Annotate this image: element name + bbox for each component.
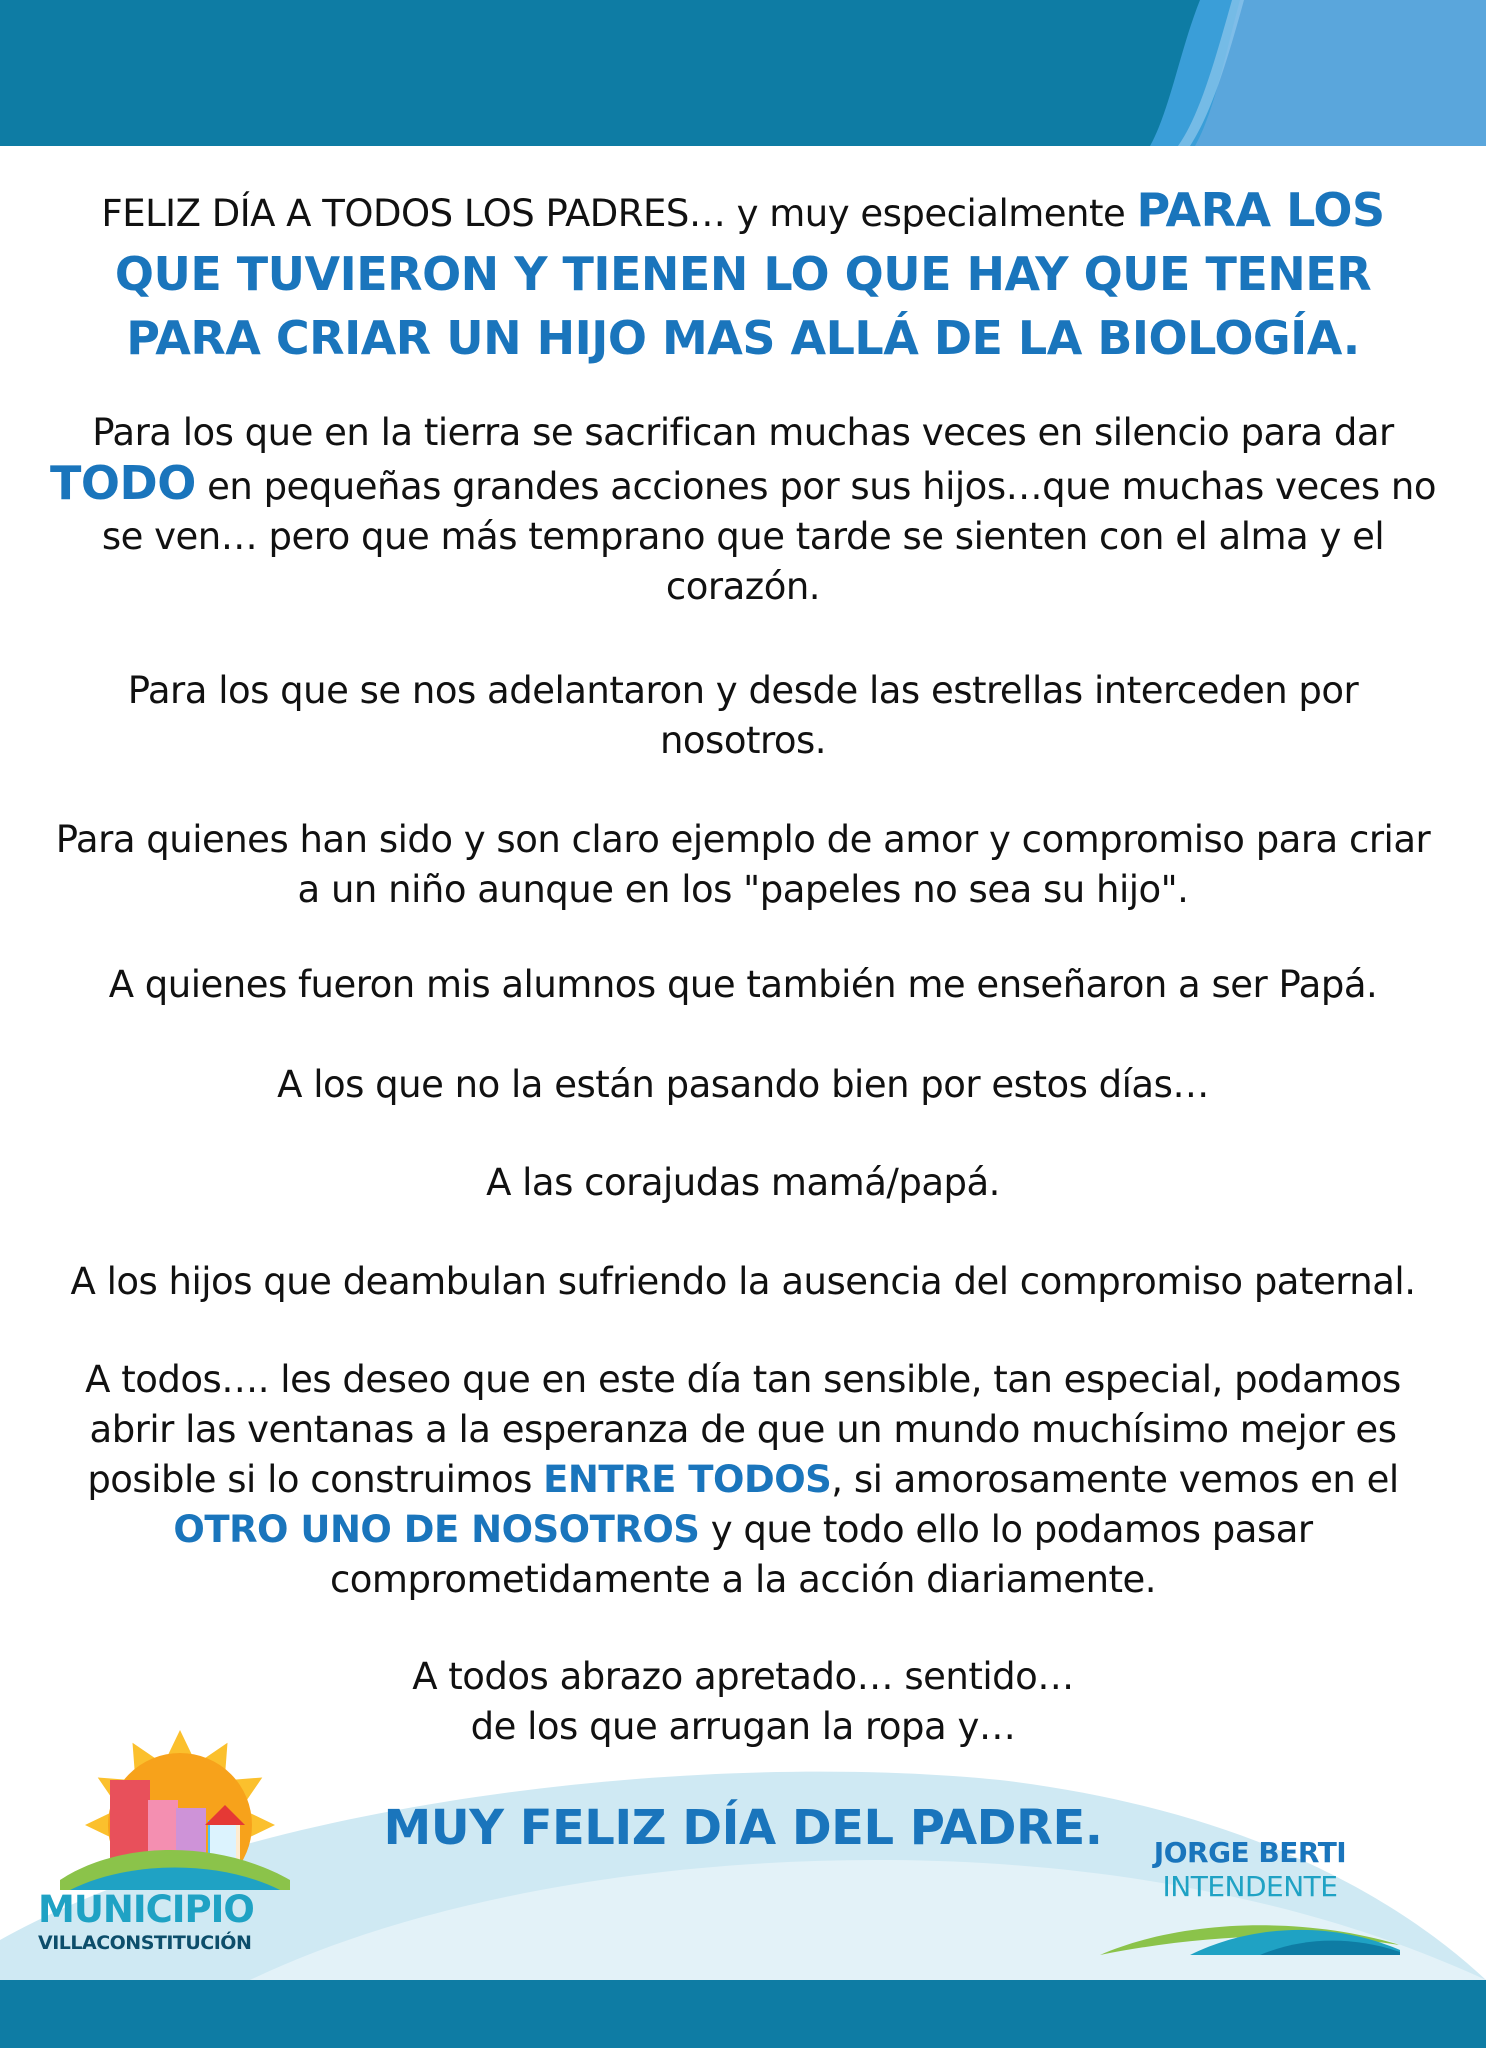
paragraph-stars: Para los que se nos adelantaron y desde las estrellas interceden por nosotros.: [127, 669, 1359, 762]
signature-role: INTENDENTE: [1162, 1870, 1338, 1903]
paragraph-hug-line1: A todos abrazo apretado… sentido…: [412, 1655, 1074, 1698]
top-banner-swoosh: [0, 0, 1486, 146]
top-banner: [0, 0, 1486, 146]
headline: [50, 180, 1436, 372]
headline-highlight: PARA LOS QUE TUVIERON Y TIENEN LO QUE HAY QUE TENER PARA CRIAR UN HIJO MAS ALLÁ DE LA BIOLOGÍA.: [114, 183, 1385, 365]
logo-subtitle: VILLACONSTITUCIÓN: [38, 1932, 252, 1954]
signature-swoosh-icon: [1100, 1910, 1400, 1960]
paragraph-hug-line2: de los que arrugan la ropa y…: [470, 1705, 1016, 1748]
paragraph-sacrifice-emphasis: TODO: [50, 456, 196, 510]
headline-intro: FELIZ DÍA A TODOS LOS PADRES… y muy especialmente: [101, 192, 1137, 235]
paragraph-example: Para quienes han sido y son claro ejemplo de amor y compromiso para criar a un niño aunque en los "papeles no sea su hijo".: [55, 818, 1431, 911]
paragraph-wishes-text2: , si amorosamente vemos en el: [831, 1458, 1399, 1501]
logo-name: MUNICIPIO: [38, 1888, 254, 1931]
paragraph-wishes-text3: y que todo ello lo podamos pasar comprometidamente a la acción diariamente.: [329, 1508, 1313, 1601]
bottom-banner: [0, 1980, 1486, 2048]
paragraph-brave-parents: A las corajudas mamá/papá.: [486, 1161, 1000, 1204]
paragraph-wishes-text1: A todos…. les deseo que en este día tan sensible, tan especial, podamos abrir las ventanas a la esperanza de que un mundo muchísimo mejor es posible si lo construimos: [85, 1358, 1401, 1501]
paragraph-students: A quienes fueron mis alumnos que también me enseñaron a ser Papá.: [108, 963, 1378, 1006]
signature-name: JORGE BERTI: [1153, 1836, 1347, 1869]
paragraph-hard-times: A los que no la están pasando bien por estos días…: [277, 1063, 1209, 1106]
paragraph-sacrifice-line1: Para los que en la tierra se sacrifican muchas veces en silencio para dar: [92, 411, 1394, 454]
paragraph-wishes-highlight2: OTRO UNO DE NOSOTROS: [173, 1508, 700, 1551]
paragraph-sacrifice: [50, 408, 1436, 612]
sun-city-icon: [40, 1730, 310, 1890]
paragraph-wishes-highlight1: ENTRE TODOS: [543, 1458, 832, 1501]
paragraph-children: A los hijos que deambulan sufriendo la ausencia del compromiso paternal.: [70, 1260, 1416, 1303]
paragraph-wishes: [50, 1355, 1436, 1605]
closing-greeting: MUY FELIZ DÍA DEL PADRE.: [383, 1800, 1103, 1856]
paragraph-sacrifice-rest: en pequeñas grandes acciones por sus hijos…que muchas veces no se ven… pero que más temprano que tarde se sienten con el alma y el corazón.: [101, 465, 1436, 608]
